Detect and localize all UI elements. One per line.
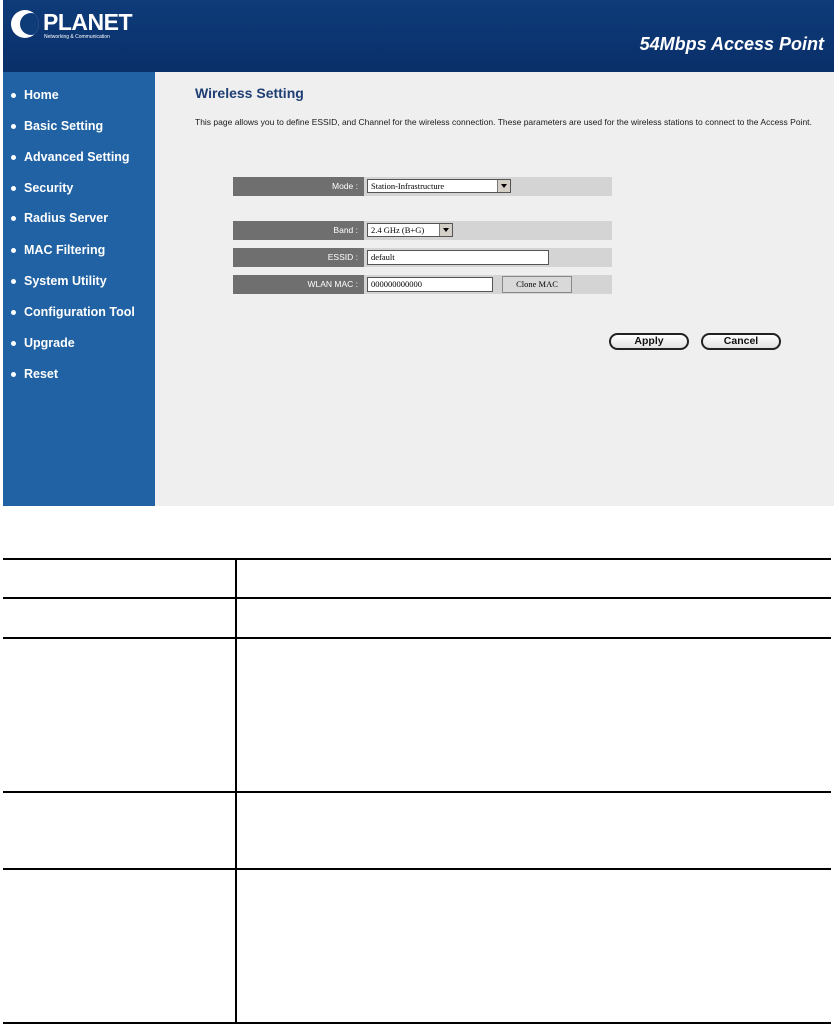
table-border-top [3,558,831,560]
sidebar-item-label: Radius Server [24,211,109,225]
band-select-value: 2.4 GHz (B+G) [371,225,425,235]
wlan-mac-row [233,275,612,294]
bullet-icon [11,124,16,129]
cancel-button[interactable]: Cancel [701,333,781,350]
main-content [155,72,834,506]
bullet-icon [11,216,16,221]
band-row [233,221,612,240]
sidebar-item-upgrade[interactable] [11,333,75,353]
band-label: Band : [233,221,364,240]
mode-row [233,177,612,196]
sidebar-item-label: MAC Filtering [24,243,106,257]
bullet-icon [11,310,16,315]
essid-label: ESSID : [233,248,364,267]
wlan-mac-input-value: 000000000000 [371,279,422,289]
bullet-icon [11,155,16,160]
mode-select[interactable] [367,179,511,193]
bullet-icon [11,372,16,377]
parameter-table [3,558,831,1024]
table-row-divider [3,791,831,793]
page-description: This page allows you to define ESSID, and Channel for the wireless connection. These parameters are used for the wireless stations to connect to the Access Point. [195,117,812,127]
ap-web-ui-screenshot [3,0,834,506]
wlan-mac-input[interactable] [367,277,493,292]
sidebar-item-radius-server[interactable] [11,208,108,228]
planet-logo-icon [11,10,39,38]
table-row-divider [3,637,831,639]
sidebar-item-security[interactable] [11,178,73,198]
sidebar-item-label: Basic Setting [24,119,104,133]
wlan-mac-field-cell [364,275,612,294]
bullet-icon [11,341,16,346]
sidebar-item-label: Reset [24,367,59,381]
essid-input[interactable] [367,250,549,265]
essid-field-cell [364,248,612,267]
mode-select-value: Station-Infrastructure [371,181,445,191]
sidebar-item-basic-setting[interactable] [11,116,103,136]
band-select[interactable] [367,223,453,237]
sidebar-item-advanced-setting[interactable] [11,147,130,167]
logo-tagline: Networking & Communication [44,34,110,40]
mode-field-cell [364,177,612,196]
band-field-cell [364,221,612,240]
sidebar-item-mac-filtering[interactable] [11,240,105,260]
sidebar-item-label: Advanced Setting [24,150,130,164]
wlan-mac-label: WLAN MAC : [233,275,364,294]
bullet-icon [11,186,16,191]
sidebar-item-system-utility[interactable] [11,271,107,291]
chevron-down-icon[interactable] [439,224,452,236]
sidebar-item-configuration-tool[interactable] [11,302,135,322]
essid-input-value: default [371,252,395,262]
table-row-divider [3,868,831,870]
page-title: Wireless Setting [195,85,304,101]
bullet-icon [11,248,16,253]
sidebar-item-label: Upgrade [24,336,75,350]
sidebar-nav [3,72,155,506]
table-column-divider [235,558,237,1024]
header-bar [3,0,834,72]
sidebar-item-label: System Utility [24,274,107,288]
product-title: 54Mbps Access Point [639,34,824,54]
sidebar-item-label: Home [24,88,59,102]
sidebar-item-label: Security [24,181,74,195]
logo-brand: PLANET [43,9,132,35]
chevron-down-icon[interactable] [497,180,510,192]
bullet-icon [11,279,16,284]
table-row-divider [3,597,831,599]
sidebar-item-label: Configuration Tool [24,305,135,319]
sidebar-item-reset[interactable] [11,364,58,384]
clone-mac-button[interactable]: Clone MAC [502,276,572,293]
essid-row [233,248,612,267]
sidebar-item-home[interactable] [11,85,59,105]
mode-label: Mode : [233,177,364,196]
apply-button[interactable]: Apply [609,333,689,350]
bullet-icon [11,93,16,98]
